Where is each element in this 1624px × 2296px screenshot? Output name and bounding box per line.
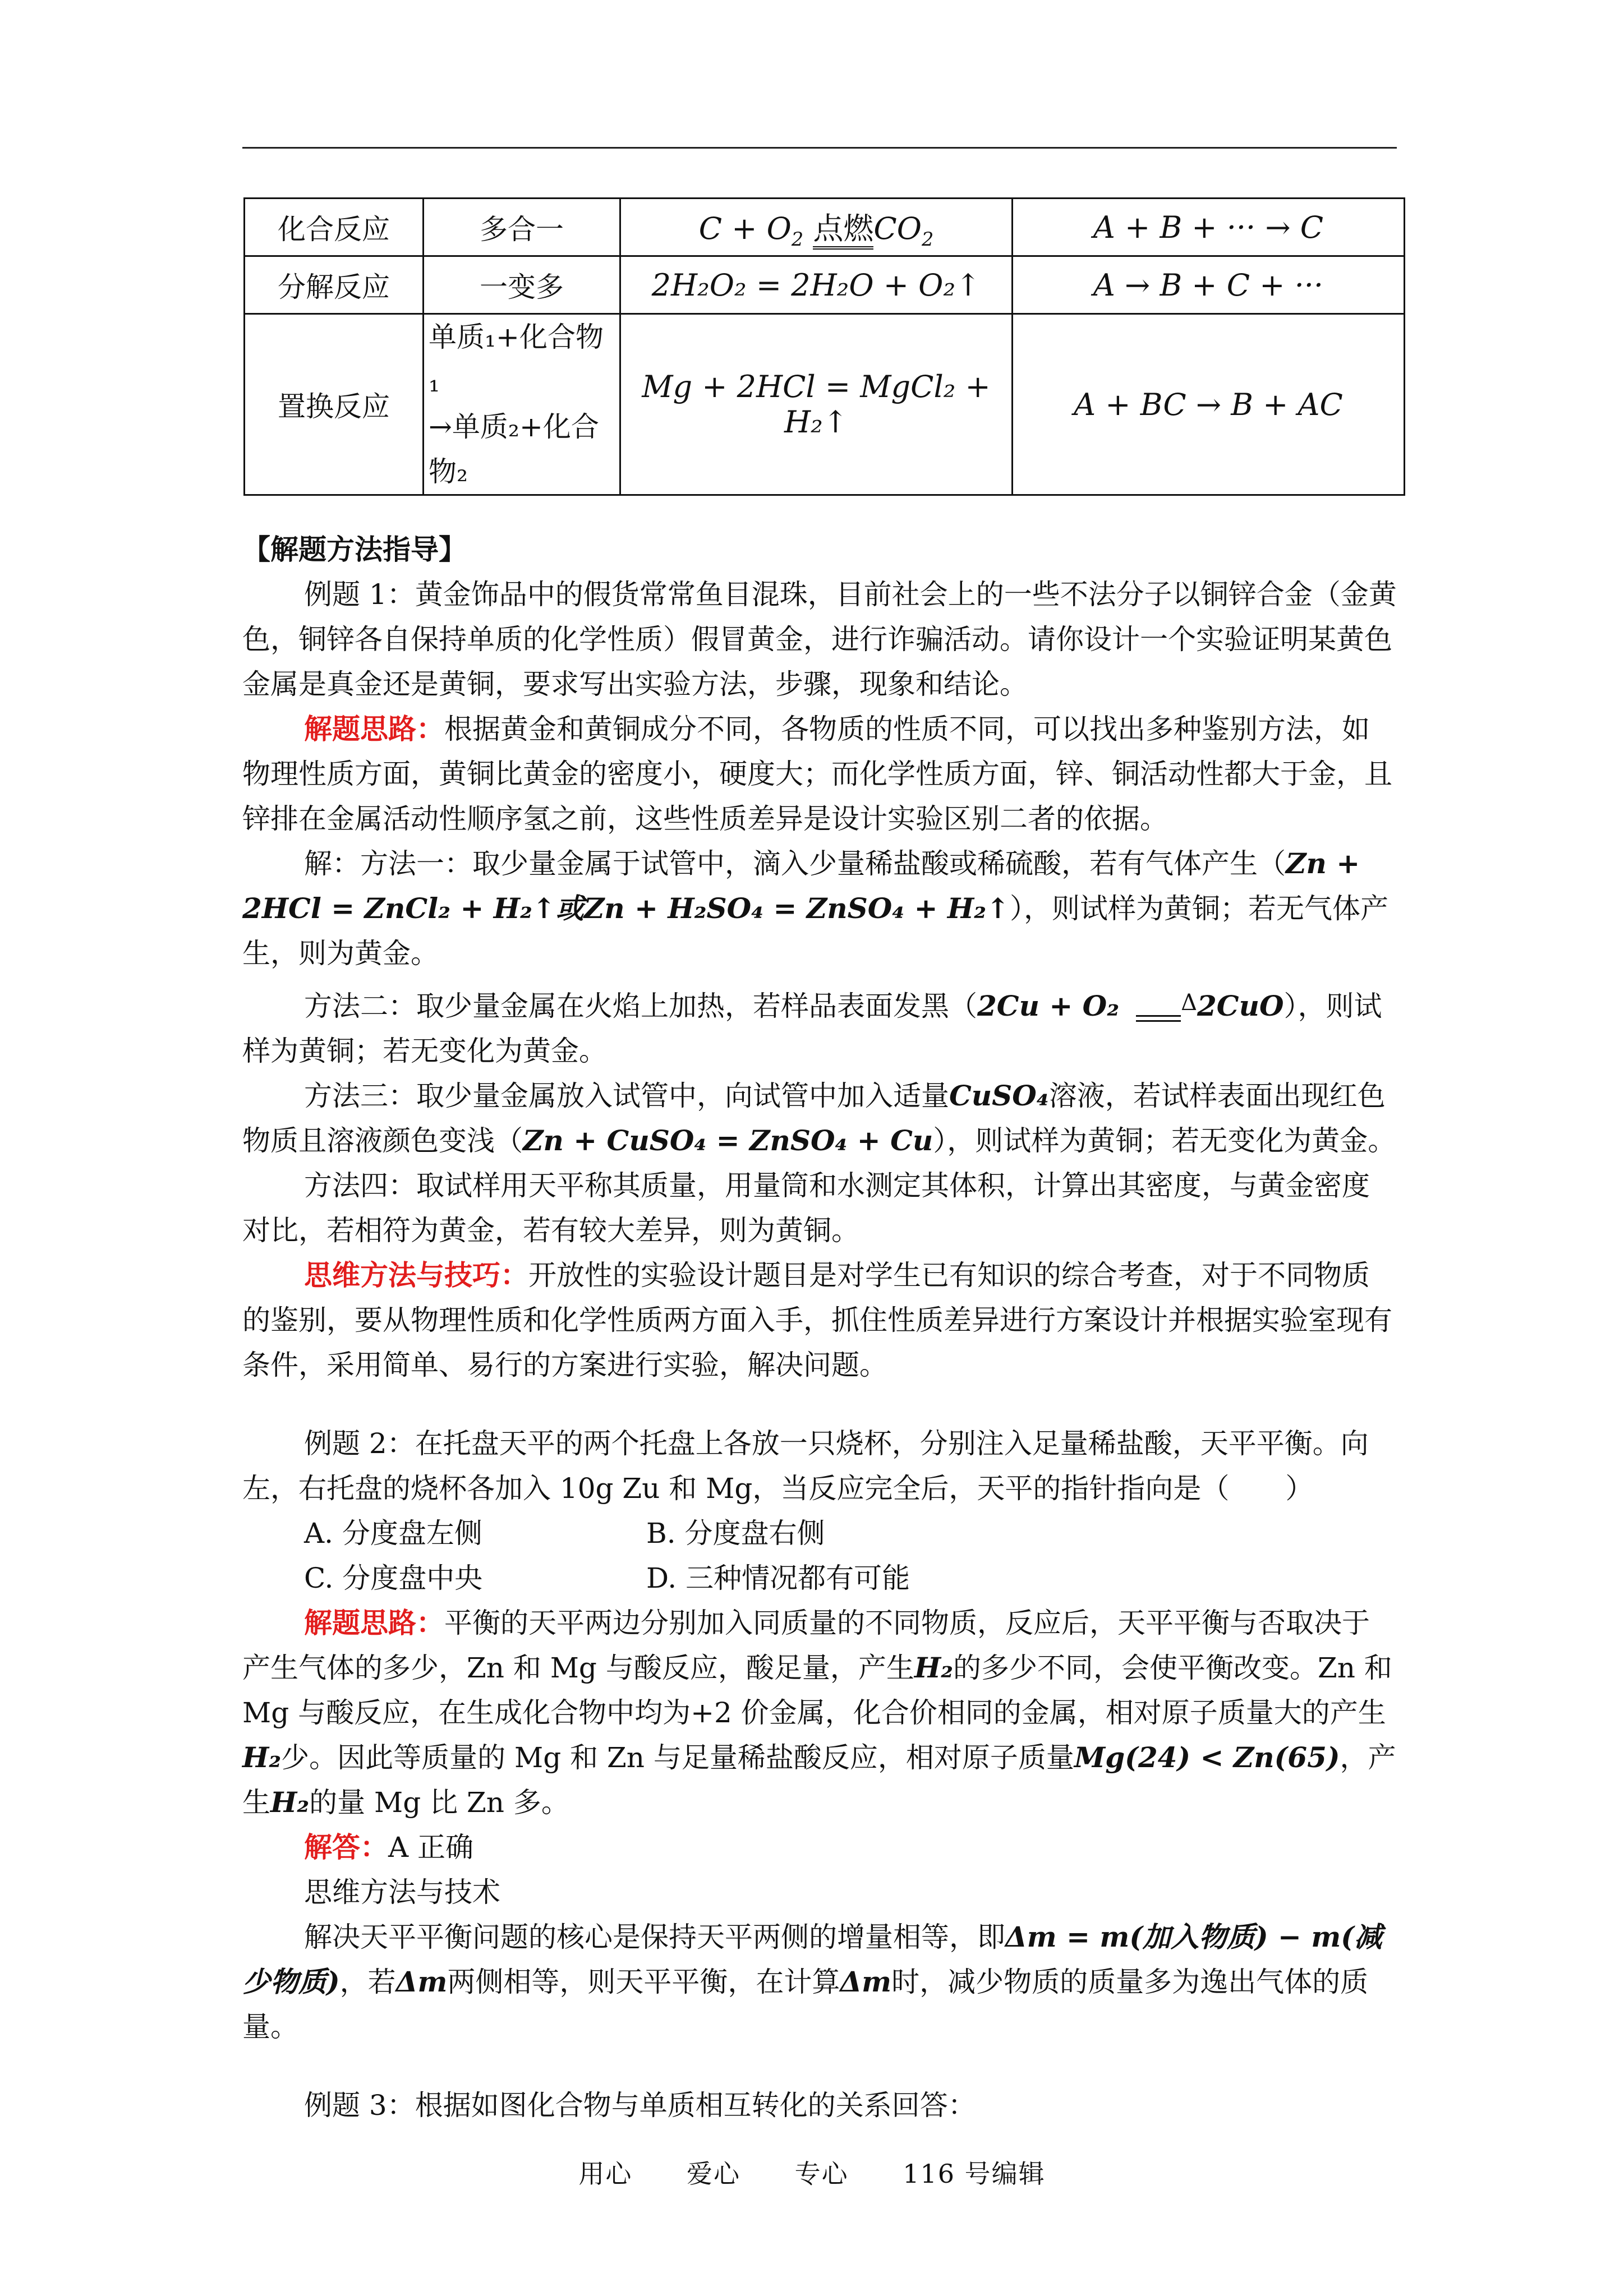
reaction-type-cell: 置换反应: [245, 314, 424, 495]
section-title: 【解题方法指导】: [242, 533, 467, 566]
option-c: C. 分度盘中央: [304, 1562, 483, 1594]
reaction-example-cell: $C + O_2$ 点燃$CO_2$: [620, 199, 1013, 256]
footer-text: 用心: [578, 2159, 633, 2189]
example-1-method-4: 方法四：取试样用天平称其质量，用量筒和水测定其体积，计算出其密度，与黄金密度对比，若相符为黄金，若有较大差异，则为黄铜。: [242, 1169, 1370, 1247]
options-row: [242, 1511, 1397, 1556]
table-row: [245, 314, 1405, 495]
heat-condition: Δ: [1119, 992, 1197, 1029]
page-footer: [0, 2154, 1624, 2191]
reaction-general-form-cell: A → B + C + ···: [1013, 256, 1405, 314]
example-1-method-2: 方法二：取少量金属在火焰上加热，若样品表面发黑（2Cu + O₂ Δ 2CuO），则试样为黄铜；若无变化为黄金。: [242, 989, 1382, 1067]
footer-text: 116 号编辑: [903, 2159, 1046, 2189]
reaction-general-form-cell: A + B + ··· → C: [1013, 199, 1405, 256]
options-row: [242, 1556, 1397, 1601]
example-2-question: 例题 2：在托盘天平的两个托盘上各放一只烧杯，分别注入足量稀盐酸，天平平衡。向左，右托盘的烧杯各加入 10g Zu 和 Mg，当反应完全后，天平的指针指向是（ ）: [242, 1427, 1369, 1505]
footer-text: 爱心: [686, 2159, 740, 2189]
reaction-general-form-cell: A + BC → B + AC: [1013, 314, 1405, 495]
example-1-idea: 解题思路：根据黄金和黄铜成分不同，各物质的性质不同，可以找出多种鉴别方法，如物理性质方面，黄铜比黄金的密度小，硬度大；而化学性质方面，锌、铜活动性都大于金，且锌排在金属活动性顺序氢之前，这些性质差异是设计实验区别二者的依据。: [242, 712, 1392, 835]
reaction-feature-cell: 单质₁+化合物 ₁ →单质₂+化合 物₂: [424, 314, 620, 495]
reaction-example-cell: Mg + 2HCl = MgCl₂ + H₂↑: [620, 314, 1013, 495]
reaction-type-cell: 分解反应: [245, 256, 424, 314]
footer-text: 专心: [794, 2159, 849, 2189]
example-2-tech-title: 思维方法与技术: [304, 1876, 500, 1908]
header-rule: [242, 147, 1397, 149]
table-row: [245, 256, 1405, 314]
example-1-method-3: 方法三：取少量金属放入试管中，向试管中加入适量CuSO₄溶液，若试样表面出现红色物质且溶液颜色变浅（Zn + CuSO₄ = ZnSO₄ + Cu），则试样为黄铜；若无变化为黄金。: [242, 1079, 1396, 1157]
option-b: B. 分度盘右侧: [646, 1517, 825, 1550]
example-1-method-1: 解：方法一：取少量金属于试管中，滴入少量稀盐酸或稀硫酸，若有气体产生（Zn + 2HCl = ZnCl₂ + H₂↑或Zn + H₂SO₄ = ZnSO₄ + H₂↑），则试样为黄铜；若无气体产生，则为黄金。: [242, 847, 1388, 970]
table-row: [245, 199, 1405, 256]
reaction-feature-cell: 一变多: [424, 256, 620, 314]
example-2-tech: 解决天平平衡问题的核心是保持天平两侧的增量相等，即Δm = m(加入物质) − m(减少物质)，若Δm两侧相等，则天平平衡，在计算Δm时，减少物质的质量多为逸出气体的质量。: [242, 1920, 1382, 2043]
example-2-answer: 解答：A 正确: [304, 1831, 474, 1864]
example-3-question: 例题 3：根据如图化合物与单质相互转化的关系回答：: [304, 2089, 976, 2122]
reaction-feature-cell: 多合一: [424, 199, 620, 256]
option-d: D. 三种情况都有可能: [646, 1562, 910, 1594]
main-content: [242, 527, 1397, 2128]
example-1-tips: 思维方法与技巧：开放性的实验设计题目是对学生已有知识的综合考查，对于不同物质的鉴别，要从物理性质和化学性质两方面入手，抓住性质差异进行方案设计并根据实验室现有条件，采用简单、易行的方案进行实验，解决问题。: [242, 1258, 1392, 1381]
example-2-idea: 解题思路：平衡的天平两边分别加入同质量的不同物质，反应后，天平平衡与否取决于产生气体的多少，Zn 和 Mg 与酸反应，酸足量，产生H₂的多少不同，会使平衡改变。Zn 和 Mg 与酸反应，在生成化合物中均为+2 价金属，化合价相同的金属，相对原子质量大的产生H₂少。因此等质量的 Mg 和 Zn 与足量稀盐酸反应，相对原子质量Mg(24) < Zn(65)，产生H₂的量 Mg 比 Zn 多。: [242, 1606, 1396, 1819]
option-a: A. 分度盘左侧: [304, 1517, 482, 1550]
reaction-type-table: [243, 197, 1405, 496]
example-1-question: 例题 1：黄金饰品中的假货常常鱼目混珠，目前社会上的一些不法分子以铜锌合金（金黄色，铜锌各自保持单质的化学性质）假冒黄金，进行诈骗活动。请你设计一个实验证明某黄色金属是真金还是黄铜，要求写出实验方法，步骤，现象和结论。: [242, 578, 1397, 700]
reaction-type-cell: 化合反应: [245, 199, 424, 256]
reaction-example-cell: 2H₂O₂ = 2H₂O + O₂↑: [620, 256, 1013, 314]
